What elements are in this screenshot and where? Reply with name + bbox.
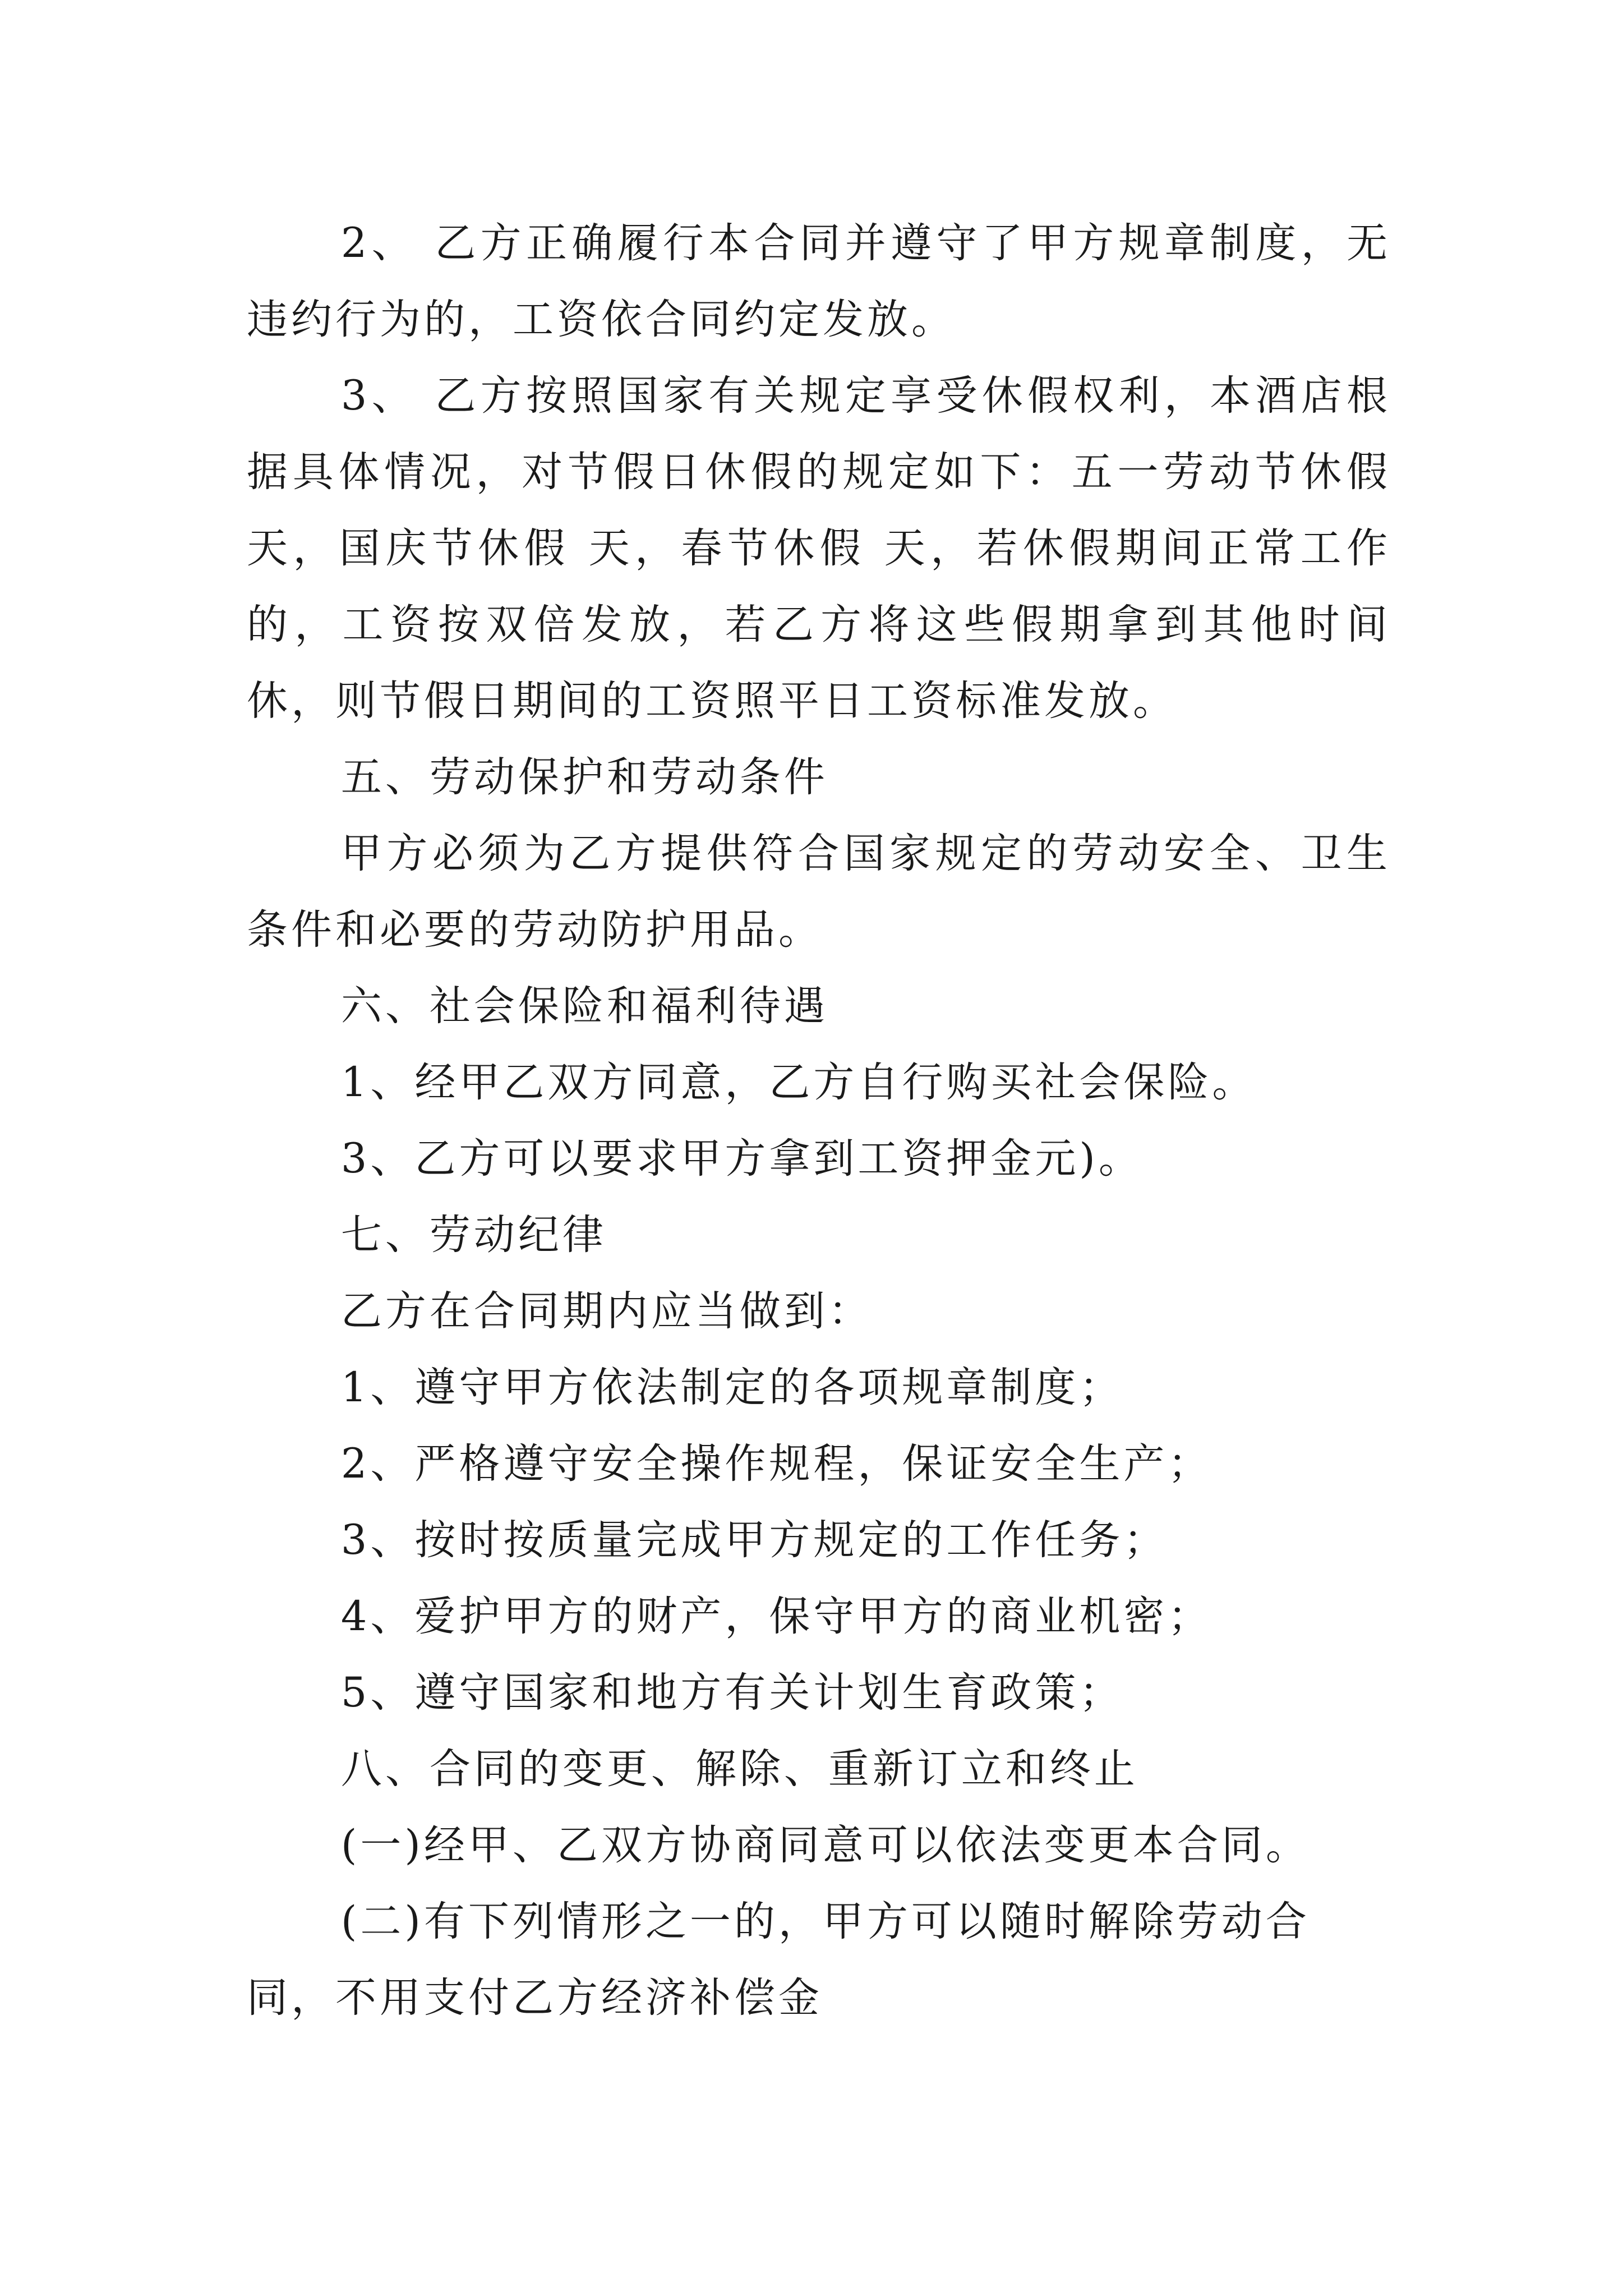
paragraph-holiday-leave: 3、 乙方按照国家有关规定享受休假权利，本酒店根据具体情况，对节假日休假的规定如下：五一劳动节休假 天，国庆节休假 天，春节休假 天，若休假期间正常工作的，工资按双倍发放，若乙方将这些假期拿到其他时间休，则节假日期间的工资照平日工资标准发放。: [247, 372, 1391, 725]
section-heading-labor-protection: 五、劳动保护和劳动条件: [340, 753, 828, 801]
paragraph-termination-conditions: (二)有下列情形之一的，甲方可以随时解除劳动合同，不用支付乙方经济补偿金: [247, 1898, 1310, 2022]
list-item-discipline-4: 4、爱护甲方的财产，保守甲方的商业机密；: [340, 1593, 1212, 1640]
list-item-discipline-3: 3、按时按质量完成甲方规定的工作任务；: [340, 1516, 1168, 1564]
list-item-discipline-1: 1、遵守甲方依法制定的各项规章制度；: [340, 1364, 1124, 1411]
section-heading-labor-discipline: 七、劳动纪律: [340, 1211, 607, 1259]
list-item-discipline-5: 5、遵守国家和地方有关计划生育政策；: [340, 1669, 1124, 1717]
paragraph-insurance-item-1: 1、经甲乙双方同意，乙方自行购买社会保险。: [340, 1059, 1257, 1106]
section-heading-contract-changes: 八、合同的变更、解除、重新订立和终止: [340, 1745, 1138, 1793]
paragraph-insurance-item-3: 3、乙方可以要求甲方拿到工资押金元)。: [340, 1135, 1143, 1182]
paragraph-labor-safety: 甲方必须为乙方提供符合国家规定的劳动安全、卫生条件和必要的劳动防护用品。: [247, 830, 1391, 954]
paragraph-discipline-intro: 乙方在合同期内应当做到：: [340, 1287, 873, 1335]
list-item-discipline-2: 2、严格遵守安全操作规程，保证安全生产；: [340, 1440, 1212, 1488]
section-heading-social-insurance: 六、社会保险和福利待遇: [340, 982, 828, 1030]
paragraph-change-by-agreement: (一)经甲、乙双方协商同意可以依法变更本合同。: [340, 1821, 1310, 1869]
paragraph-wage-payment: 2、 乙方正确履行本合同并遵守了甲方规章制度，无违约行为的，工资依合同约定发放。: [247, 219, 1391, 343]
document-body: [247, 205, 1391, 2036]
